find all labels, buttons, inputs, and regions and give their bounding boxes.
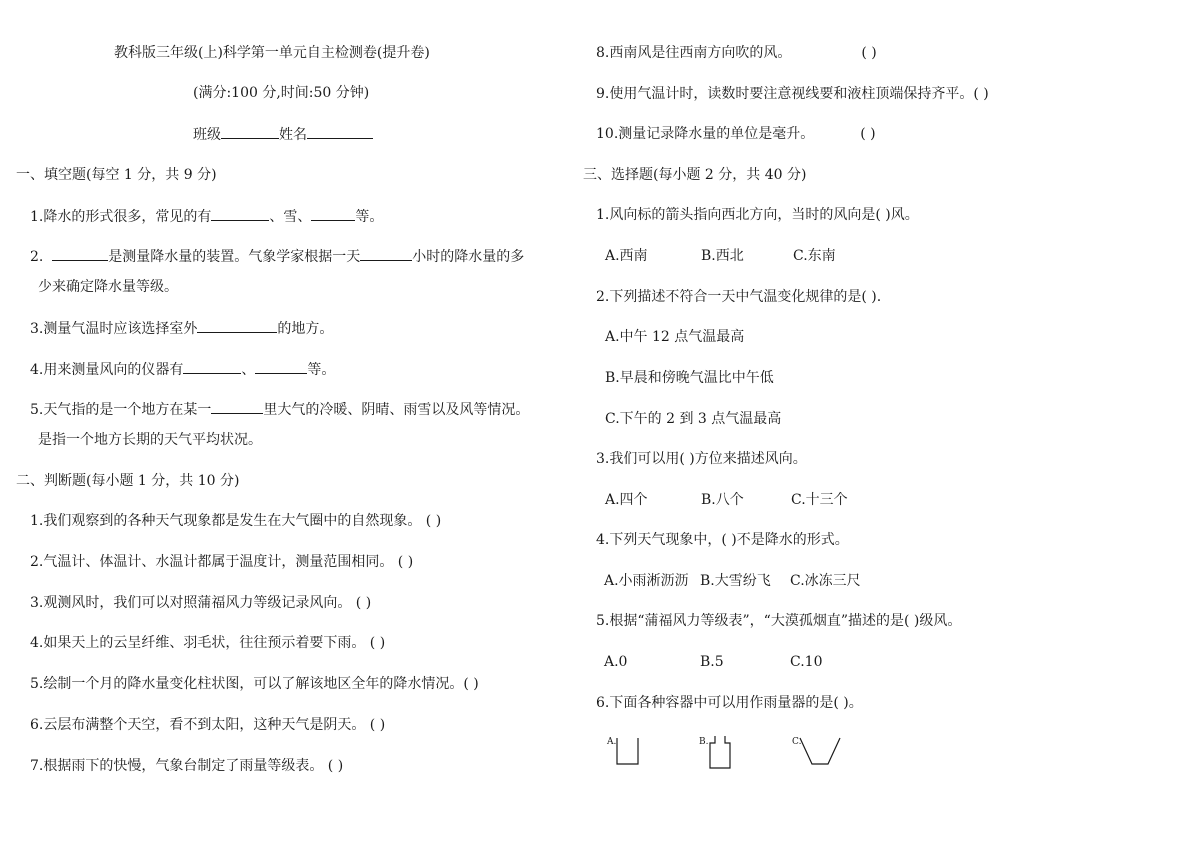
mc-q2-option-b[interactable]: B.早晨和傍晚气温比中午低 (605, 370, 774, 386)
fill-q2-text-b: 是测量降水量的装置。气象学家根据一天 (108, 249, 361, 265)
section-fill-in-title: 一、填空题(每空 1 分，共 9 分) (16, 167, 217, 183)
fill-q5-blank[interactable] (211, 399, 263, 414)
fill-q2-text-a: 2. (30, 249, 44, 265)
container-b-icon[interactable] (706, 734, 734, 770)
mc-q5-stem: 5.根据“蒲福风力等级表”，“大漠孤烟直”描述的是( )级风。 (596, 613, 962, 629)
mc-q5-option-b[interactable]: B.5 (700, 654, 724, 670)
mc-q3-stem: 3.我们可以用( )方位来描述风向。 (596, 451, 807, 467)
fill-q1-text-b: 、雪、 (269, 209, 312, 225)
fill-q5-text-b: 里大气的冷暖、阴晴、雨雪以及风等情况。 (263, 402, 530, 418)
class-label: 班级 (193, 127, 221, 143)
fill-q1-text-a: 1.降水的形式很多，常见的有 (30, 209, 212, 225)
tf-item-4: 4.如果天上的云呈纤维、羽毛状，往往预示着要下雨。 ( ) (30, 635, 386, 651)
fill-q1-blank-2[interactable] (311, 206, 355, 221)
tf-item-10-paren[interactable]: ( ) (860, 126, 876, 142)
fill-q3-text-a: 3.测量气温时应该选择室外 (30, 321, 198, 337)
mc-q4-option-c[interactable]: C.冰冻三尺 (790, 573, 861, 589)
fill-q2-blank-1[interactable] (52, 246, 108, 261)
mc-q4-options (604, 571, 861, 591)
fill-q5-cont: 是指一个地方长期的天气平均状况。 (38, 432, 262, 448)
fill-q1-blank-1[interactable] (211, 206, 269, 221)
fill-q2 (30, 246, 524, 267)
tf-item-9: 9.使用气温计时，读数时要注意视线要和液柱顶端保持齐平。( ) (596, 86, 989, 102)
mc-q1-option-a[interactable]: A.西南 (605, 248, 648, 264)
mc-q1-option-b[interactable]: B.西北 (701, 248, 744, 264)
tf-item-1: 1.我们观察到的各种天气现象都是发生在大气圈中的自然现象。 ( ) (30, 513, 442, 529)
class-name-line (193, 124, 373, 145)
tf-item-10-text: 10.测量记录降水量的单位是毫升。 (596, 126, 815, 142)
name-label: 姓名 (279, 127, 307, 143)
fill-q2-cont: 少来确定降水量等级。 (38, 279, 178, 295)
container-c-icon[interactable] (798, 736, 842, 768)
name-blank[interactable] (307, 124, 373, 139)
fill-q4-text-c: 等。 (307, 362, 336, 378)
fill-q2-blank-2[interactable] (360, 246, 412, 261)
container-c-label: C. (792, 737, 802, 747)
exam-info: (满分:100 分,时间:50 分钟) (193, 85, 370, 101)
tf-item-8-text: 8.西南风是往西南方向吹的风。 (596, 45, 792, 61)
fill-q3-text-b: 的地方。 (277, 321, 334, 337)
page-title: 教科版三年级(上)科学第一单元自主检测卷(提升卷) (114, 45, 430, 61)
tf-item-2: 2.气温计、体温计、水温计都属于温度计，测量范围相同。 ( ) (30, 554, 414, 570)
mc-q3-option-b[interactable]: B.八个 (701, 492, 744, 508)
container-a-label: A. (607, 737, 617, 747)
mc-q1-stem: 1.风向标的箭头指向西北方向，当时的风向是( )风。 (596, 207, 919, 223)
container-b-label: B. (699, 737, 709, 747)
tf-item-7: 7.根据雨下的快慢，气象台制定了雨量等级表。 ( ) (30, 758, 344, 774)
tf-item-10 (596, 124, 876, 144)
fill-q4-blank-1[interactable] (183, 359, 241, 374)
mc-q5-option-c[interactable]: C.10 (790, 654, 823, 670)
mc-q2-option-a[interactable]: A.中午 12 点气温最高 (605, 329, 745, 345)
fill-q1-text-c: 等。 (355, 209, 384, 225)
fill-q4-text-a: 4.用来测量风向的仪器有 (30, 362, 184, 378)
tf-item-8-paren[interactable]: ( ) (861, 45, 877, 61)
mc-q5-option-a[interactable]: A.0 (604, 654, 628, 670)
fill-q4 (30, 359, 335, 380)
fill-q3 (30, 318, 333, 339)
mc-q2-stem: 2.下列描述不符合一天中气温变化规律的是( ). (596, 289, 882, 305)
fill-q3-blank[interactable] (197, 318, 277, 333)
mc-q1-option-c[interactable]: C.东南 (793, 248, 836, 264)
fill-q2-text-c: 小时的降水量的多 (412, 249, 525, 265)
container-a-icon[interactable] (614, 736, 642, 768)
fill-q1 (30, 206, 383, 227)
mc-q4-option-b[interactable]: B.大雪纷飞 (700, 573, 771, 589)
mc-q6-stem: 6.下面各种容器中可以用作雨量器的是( )。 (596, 695, 863, 711)
mc-q5-options (604, 652, 822, 672)
mc-q4-stem: 4.下列天气现象中，( )不是降水的形式。 (596, 532, 849, 548)
fill-q5-text-a: 5.天气指的是一个地方在某一 (30, 402, 212, 418)
mc-q3-option-a[interactable]: A.四个 (605, 492, 648, 508)
tf-item-6: 6.云层布满整个天空，看不到太阳，这种天气是阴天。 ( ) (30, 717, 386, 733)
tf-item-3: 3.观测风时，我们可以对照蒲福风力等级记录风向。 ( ) (30, 595, 372, 611)
fill-q4-blank-2[interactable] (255, 359, 307, 374)
mc-q3-options (605, 490, 848, 510)
fill-q4-text-b: 、 (241, 362, 256, 378)
mc-q2-option-c[interactable]: C.下午的 2 到 3 点气温最高 (605, 411, 782, 427)
mc-q3-option-c[interactable]: C.十三个 (791, 492, 848, 508)
tf-item-8 (596, 43, 877, 63)
fill-q5 (30, 399, 529, 420)
mc-q4-option-a[interactable]: A.小雨淅沥沥 (604, 573, 689, 589)
class-blank[interactable] (221, 124, 279, 139)
section-choice-title: 三、选择题(每小题 2 分，共 40 分) (583, 167, 807, 183)
tf-item-5: 5.绘制一个月的降水量变化柱状图，可以了解该地区全年的降水情况。( ) (30, 676, 479, 692)
mc-q1-options (605, 246, 836, 266)
section-true-false-title: 二、判断题(每小题 1 分，共 10 分) (16, 473, 240, 489)
